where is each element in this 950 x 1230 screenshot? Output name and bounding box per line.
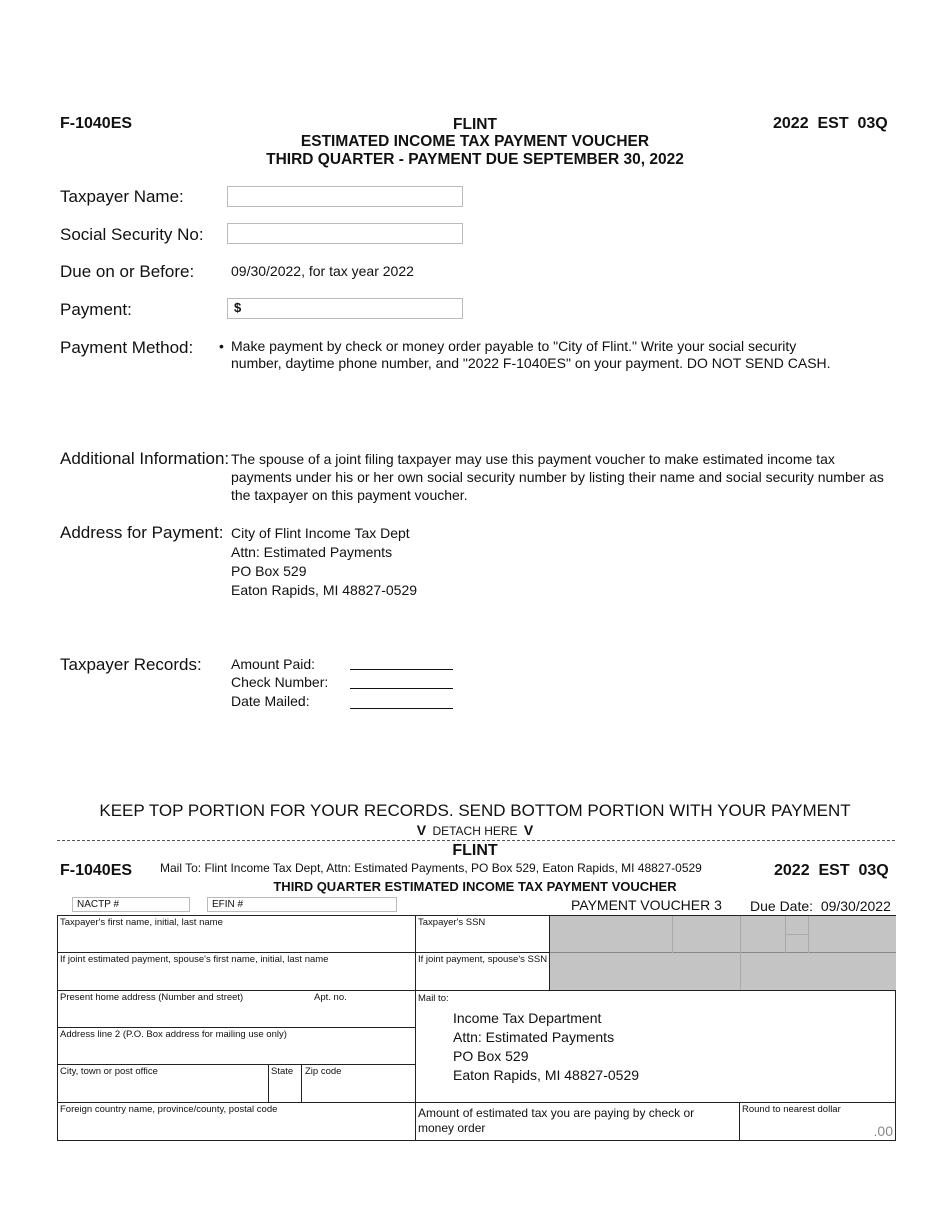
ssn-label: Social Security No: [60, 225, 204, 244]
mail-line-3: PO Box 529 [453, 1048, 529, 1064]
address-line-1: City of Flint Income Tax Dept [231, 525, 410, 541]
mail-line-4: Eaton Rapids, MI 48827-0529 [453, 1067, 640, 1083]
zip-label: Zip code [305, 1066, 342, 1077]
amount-label-line-2: money order [418, 1121, 486, 1135]
ssn-cell-label: Taxpayer's SSN [418, 917, 486, 928]
due-label: Due on or Before: [60, 262, 195, 281]
city-cell[interactable] [58, 1065, 269, 1103]
records-check-line [350, 688, 453, 689]
records-check-label: Check Number: [231, 674, 329, 690]
form-title: ESTIMATED INCOME TAX PAYMENT VOUCHER [300, 133, 650, 150]
ssn-input[interactable] [227, 223, 463, 244]
voucher-table [57, 915, 896, 1141]
additional-line-2: payments under his or her own social security number by listing their name and social security number as [231, 469, 884, 485]
voucher-mail-to-line: Mail To: Flint Income Tax Dept, Attn: Estimated Payments, PO Box 529, Eaton Rapids, MI 48827-0529 [160, 861, 702, 875]
voucher-city: FLINT [452, 842, 498, 859]
apt-label: Apt. no. [314, 992, 347, 1003]
address-line-2: Attn: Estimated Payments [231, 544, 393, 560]
address-line-3: PO Box 529 [231, 563, 307, 579]
address-label: Address for Payment: [60, 523, 224, 542]
city-label: City, town or post office [60, 1066, 158, 1077]
records-amount-label: Amount Paid: [231, 656, 316, 672]
spouse-ssn-entry[interactable] [550, 953, 896, 991]
address-line-2-label: Address line 2 (P.O. Box address for mailing use only) [60, 1029, 287, 1040]
spouse-ssn-label-cell [416, 953, 550, 991]
voucher-number: PAYMENT VOUCHER 3 [571, 897, 722, 913]
home-address-cell[interactable] [58, 991, 416, 1028]
method-bullet: • [219, 338, 224, 354]
home-address-label: Present home address (Number and street) [60, 992, 244, 1003]
form-subtitle: THIRD QUARTER - PAYMENT DUE SEPTEMBER 30, 2022 [266, 151, 684, 168]
ssn-label-cell [416, 916, 550, 953]
address-line-4: Eaton Rapids, MI 48827-0529 [231, 582, 418, 598]
dollar-sign: $ [234, 300, 242, 315]
detach-line [57, 840, 895, 841]
spouse-name-label: If joint estimated payment, spouse's first name, initial, last name [60, 954, 329, 965]
amount-label-cell [416, 1103, 740, 1141]
voucher-title: THIRD QUARTER ESTIMATED INCOME TAX PAYMENT VOUCHER [273, 879, 677, 894]
ssn-entry[interactable] [550, 916, 896, 953]
records-amount-line [350, 669, 453, 670]
zip-cell[interactable] [302, 1065, 416, 1103]
amount-label [418, 1106, 694, 1136]
mail-line-2: Attn: Estimated Payments [453, 1029, 615, 1045]
cents-label: .00 [873, 1123, 893, 1139]
amount-label-line-1: Amount of estimated tax you are paying by check or [418, 1106, 695, 1120]
detach-arrow-right: V [523, 822, 534, 838]
method-line-1: Make payment by check or money order payable to "City of Flint." Write your social security [231, 338, 797, 354]
foreign-label: Foreign country name, province/county, postal code [60, 1104, 278, 1115]
method-line-2: number, daytime phone number, and "2022 F-1040ES" on your payment. DO NOT SEND CASH. [231, 355, 831, 371]
city-title: FLINT [453, 116, 497, 133]
detach-arrow-left: V [416, 822, 427, 838]
detach-here [0, 822, 950, 839]
additional-label: Additional Information: [60, 449, 230, 468]
first-name-label: Taxpayer's first name, initial, last name [60, 917, 223, 928]
mail-to-cell [416, 991, 896, 1103]
voucher-year-code: 2022 EST 03Q [774, 862, 889, 879]
additional-line-3: the taxpayer on this payment voucher. [231, 487, 468, 503]
taxpayer-name-input[interactable] [227, 186, 463, 207]
voucher-form-id: F-1040ES [60, 862, 133, 879]
foreign-cell[interactable] [58, 1103, 416, 1141]
detach-text: DETACH HERE [432, 824, 518, 838]
mail-line-1: Income Tax Department [453, 1010, 602, 1026]
voucher-due-date: Due Date: 09/30/2022 [750, 898, 891, 914]
efin-box: EFIN # [207, 897, 397, 912]
nactp-box: NACTP # [72, 897, 190, 912]
records-label: Taxpayer Records: [60, 655, 202, 674]
records-date-label: Date Mailed: [231, 693, 310, 709]
method-label: Payment Method: [60, 338, 194, 357]
spouse-name-cell[interactable] [58, 953, 416, 991]
year-code: 2022 EST 03Q [773, 115, 888, 132]
additional-line-1: The spouse of a joint filing taxpayer may use this payment voucher to make estimated income tax [231, 451, 835, 467]
form-id: F-1040ES [60, 115, 133, 132]
due-value: 09/30/2022, for tax year 2022 [231, 263, 414, 279]
mail-to-label: Mail to: [418, 993, 449, 1004]
taxpayer-name-label: Taxpayer Name: [60, 187, 184, 206]
payment-field[interactable] [227, 298, 463, 319]
state-label: State [271, 1066, 294, 1077]
keep-instructions: KEEP TOP PORTION FOR YOUR RECORDS. SEND BOTTOM PORTION WITH YOUR PAYMENT [99, 801, 851, 820]
payment-label: Payment: [60, 300, 132, 319]
round-label: Round to nearest dollar [742, 1104, 841, 1115]
address-line-2-cell[interactable] [58, 1028, 416, 1065]
spouse-ssn-label: If joint payment, spouse's SSN [418, 954, 548, 965]
amount-entry-cell[interactable] [740, 1103, 896, 1141]
mail-to-address [453, 1009, 639, 1085]
state-cell[interactable] [269, 1065, 302, 1103]
first-name-cell[interactable] [58, 916, 416, 953]
records-date-line [350, 708, 453, 709]
